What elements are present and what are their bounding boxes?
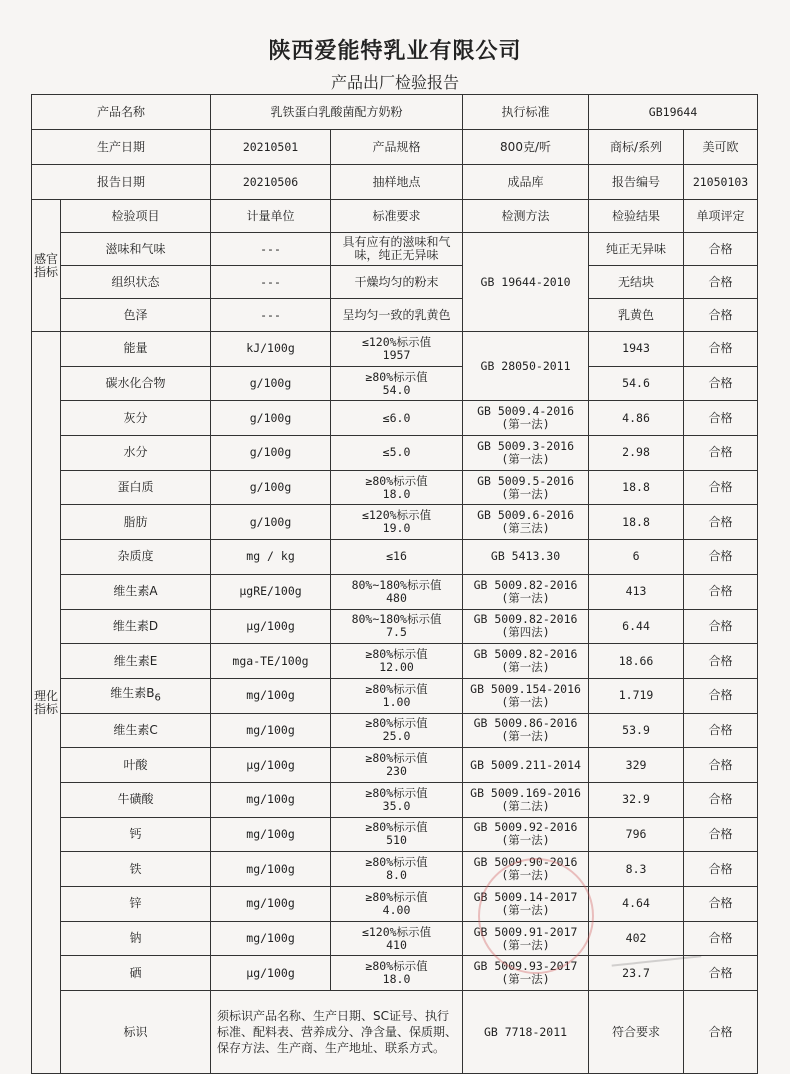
requirement-value: 230 xyxy=(386,764,407,779)
product-name-value: 乳铁蛋白乳酸菌配方奶粉 xyxy=(211,95,463,130)
report-no-value: 21050103 xyxy=(684,165,758,200)
standard-value: GB19644 xyxy=(589,95,758,130)
method-variant: (第一法) xyxy=(501,417,550,432)
method-variant: (第四法) xyxy=(501,625,550,640)
physchem-unit: g/100g xyxy=(211,436,331,471)
physchem-judge: 合格 xyxy=(684,505,758,540)
physchem-row xyxy=(32,887,758,922)
physchem-item xyxy=(61,505,211,540)
physchem-unit: g/100g xyxy=(211,470,331,505)
physchem-requirement xyxy=(331,817,463,852)
physchem-judge: 合格 xyxy=(684,678,758,713)
physchem-row xyxy=(32,540,758,575)
physchem-judge: 合格 xyxy=(684,782,758,817)
physchem-judge: 合格 xyxy=(684,366,758,401)
physchem-judge: 合格 xyxy=(684,574,758,609)
physchem-requirement xyxy=(331,956,463,991)
sensory-result: 无结块 xyxy=(589,266,684,299)
method-code: GB 5009.82-2016 xyxy=(473,612,578,627)
physchem-result: 6 xyxy=(589,540,684,575)
physchem-item-text: 叶酸 xyxy=(123,757,148,772)
spec-label: 产品规格 xyxy=(331,130,463,165)
physchem-method xyxy=(463,887,589,922)
physchem-result: 2.98 xyxy=(589,436,684,471)
physchem-judge: 合格 xyxy=(684,401,758,436)
requirement-line: ≥80%标示值 xyxy=(365,369,428,384)
physchem-unit: g/100g xyxy=(211,401,331,436)
label-judge: 合格 xyxy=(684,991,758,1074)
physchem-result: 23.7 xyxy=(589,956,684,991)
physchem-judge: 合格 xyxy=(684,609,758,644)
physchem-row xyxy=(32,852,758,887)
method-code: GB 5009.93-2017 xyxy=(473,959,578,974)
physchem-result: 796 xyxy=(589,817,684,852)
physchem-requirement xyxy=(331,540,463,575)
sensory-row xyxy=(32,233,758,266)
physchem-result: 4.86 xyxy=(589,401,684,436)
physchem-unit: mg/100g xyxy=(211,678,331,713)
physchem-row xyxy=(32,505,758,540)
info-row-product xyxy=(32,95,758,130)
physchem-item xyxy=(61,887,211,922)
physchem-row xyxy=(32,713,758,748)
physchem-item-text: 蛋白质 xyxy=(117,480,154,495)
physchem-item xyxy=(61,748,211,783)
physchem-unit: mg/100g xyxy=(211,713,331,748)
col-requirement: 标准要求 xyxy=(331,200,463,233)
physchem-item xyxy=(61,470,211,505)
requirement-line: ≥80%标示值 xyxy=(365,647,428,662)
physchem-method xyxy=(463,436,589,471)
physchem-item xyxy=(61,366,211,401)
physchem-judge: 合格 xyxy=(684,887,758,922)
physchem-result: 18.8 xyxy=(589,505,684,540)
spec-value: 800克/听 xyxy=(463,130,589,165)
physchem-judge: 合格 xyxy=(684,748,758,783)
physchem-item-text: 维生素D xyxy=(112,618,159,633)
requirement-line: ≤120%标示值 xyxy=(361,508,432,523)
requirement-line: ≤120%标示值 xyxy=(361,924,432,939)
physchem-row xyxy=(32,782,758,817)
physchem-item-text: 杂质度 xyxy=(117,549,154,564)
physchem-item xyxy=(61,782,211,817)
sensory-requirement: 呈均匀一致的乳黄色 xyxy=(331,299,463,332)
physchem-result: 53.9 xyxy=(589,713,684,748)
label-requirement-text: 须标识产品名称、生产日期、SC证号、执行标准、配料表、营养成分、净含量、保质期、保存方法、生产商、生产地址、联系方式。 xyxy=(211,991,463,1074)
method-code: GB 5009.91-2017 xyxy=(473,924,578,939)
product-name-label: 产品名称 xyxy=(32,95,211,130)
physchem-item-text: 维生素A xyxy=(113,584,158,599)
info-row-production xyxy=(32,130,758,165)
prod-date-label: 生产日期 xyxy=(32,130,211,165)
physchem-item-text: 维生素C xyxy=(113,722,158,737)
physchem-method xyxy=(463,817,589,852)
sensory-item: 色泽 xyxy=(61,299,211,332)
requirement-value: 19.0 xyxy=(382,521,411,536)
method-variant: (第一法) xyxy=(501,833,550,848)
physchem-method xyxy=(463,782,589,817)
physchem-row xyxy=(32,470,758,505)
method-code: GB 5009.86-2016 xyxy=(473,716,578,731)
physchem-judge: 合格 xyxy=(684,921,758,956)
sensory-item: 滋味和气味 xyxy=(61,233,211,266)
physchem-judge: 合格 xyxy=(684,713,758,748)
physchem-section-label: 理化指标 xyxy=(32,332,61,1074)
method-variant: (第一法) xyxy=(501,694,550,709)
requirement-line: ≥80%标示值 xyxy=(365,820,428,835)
physchem-method: GB 28050-2011 xyxy=(463,332,589,401)
requirement-value: 25.0 xyxy=(382,729,411,744)
physchem-item-text: 维生素B xyxy=(110,686,155,701)
brand-value: 美可欧 xyxy=(684,130,758,165)
physchem-requirement xyxy=(331,644,463,679)
method-variant: (第一法) xyxy=(501,729,550,744)
method-variant: (第一法) xyxy=(501,660,550,675)
method-variant: (第一法) xyxy=(501,868,550,883)
method-variant: (第三法) xyxy=(501,521,550,536)
physchem-result: 8.3 xyxy=(589,852,684,887)
physchem-unit: g/100g xyxy=(211,505,331,540)
physchem-method xyxy=(463,505,589,540)
physchem-method xyxy=(463,748,589,783)
physchem-row xyxy=(32,574,758,609)
info-row-report xyxy=(32,165,758,200)
physchem-method xyxy=(463,574,589,609)
physchem-unit: μg/100g xyxy=(211,609,331,644)
physchem-row xyxy=(32,817,758,852)
physchem-item-text: 脂肪 xyxy=(123,514,148,529)
physchem-requirement xyxy=(331,436,463,471)
physchem-unit: μg/100g xyxy=(211,956,331,991)
physchem-unit: kJ/100g xyxy=(211,332,331,367)
requirement-line: ≥80%标示值 xyxy=(365,855,428,870)
physchem-row xyxy=(32,332,758,367)
requirement-value: 510 xyxy=(386,833,407,848)
physchem-item xyxy=(61,401,211,436)
physchem-requirement xyxy=(331,505,463,540)
sensory-result: 乳黄色 xyxy=(589,299,684,332)
requirement-line: ≤6.0 xyxy=(382,410,411,425)
physchem-item-text: 铁 xyxy=(129,861,142,876)
requirement-value: 18.0 xyxy=(382,972,411,987)
physchem-item xyxy=(61,713,211,748)
requirement-line: 80%~180%标示值 xyxy=(351,612,442,627)
physchem-row xyxy=(32,436,758,471)
physchem-result: 402 xyxy=(589,921,684,956)
report-date-label: 报告日期 xyxy=(32,165,211,200)
physchem-row xyxy=(32,609,758,644)
physchem-row xyxy=(32,366,758,401)
physchem-judge: 合格 xyxy=(684,644,758,679)
sensory-requirement: 干燥均匀的粉末 xyxy=(331,266,463,299)
physchem-unit: mg/100g xyxy=(211,817,331,852)
physchem-requirement xyxy=(331,921,463,956)
requirement-value: 4.00 xyxy=(382,902,411,917)
method-variant: (第一法) xyxy=(501,451,550,466)
physchem-requirement xyxy=(331,366,463,401)
col-judge: 单项评定 xyxy=(684,200,758,233)
requirement-value: 480 xyxy=(386,590,407,605)
physchem-unit: mg/100g xyxy=(211,887,331,922)
physchem-requirement xyxy=(331,748,463,783)
physchem-result: 54.6 xyxy=(589,366,684,401)
col-unit: 计量单位 xyxy=(211,200,331,233)
method-code: GB 5009.5-2016 xyxy=(477,473,574,488)
physchem-item-subscript: 6 xyxy=(154,692,161,704)
inspection-report-table xyxy=(31,94,758,1074)
physchem-method xyxy=(463,609,589,644)
col-result: 检验结果 xyxy=(589,200,684,233)
sensory-judge: 合格 xyxy=(684,233,758,266)
physchem-unit: mg/100g xyxy=(211,921,331,956)
requirement-value: 35.0 xyxy=(382,798,411,813)
physchem-method xyxy=(463,644,589,679)
report-title: 产品出厂检验报告 xyxy=(330,73,459,92)
sensory-judge: 合格 xyxy=(684,299,758,332)
method-code: GB 5009.3-2016 xyxy=(477,438,574,453)
physchem-row xyxy=(32,401,758,436)
label-requirement-row xyxy=(32,991,758,1074)
physchem-item-text: 碳水化合物 xyxy=(105,376,166,391)
physchem-item xyxy=(61,921,211,956)
sample-place-label: 抽样地点 xyxy=(331,165,463,200)
physchem-judge: 合格 xyxy=(684,540,758,575)
physchem-requirement xyxy=(331,852,463,887)
physchem-unit: mga-TE/100g xyxy=(211,644,331,679)
method-code: GB 5009.211-2014 xyxy=(470,757,581,772)
physchem-requirement xyxy=(331,713,463,748)
col-item: 检验项目 xyxy=(61,200,211,233)
method-code: GB 5009.169-2016 xyxy=(470,785,581,800)
requirement-line: ≤5.0 xyxy=(382,445,411,460)
sensory-judge: 合格 xyxy=(684,266,758,299)
method-variant: (第一法) xyxy=(501,902,550,917)
company-name: 陕西爱能特乳业有限公司 xyxy=(268,39,522,64)
method-variant: (第一法) xyxy=(501,590,550,605)
physchem-unit: mg / kg xyxy=(211,540,331,575)
requirement-line: ≥80%标示值 xyxy=(365,889,428,904)
sensory-method: GB 19644-2010 xyxy=(463,233,589,332)
method-variant: (第二法) xyxy=(501,798,550,813)
requirement-value: 1957 xyxy=(382,347,411,362)
physchem-judge: 合格 xyxy=(684,852,758,887)
physchem-result: 413 xyxy=(589,574,684,609)
requirement-line: ≥80%标示值 xyxy=(365,681,428,696)
requirement-line: ≥80%标示值 xyxy=(365,473,428,488)
physchem-row xyxy=(32,644,758,679)
physchem-item-text: 钙 xyxy=(129,826,142,841)
requirement-value: 54.0 xyxy=(382,382,411,397)
method-code: GB 5009.4-2016 xyxy=(477,404,574,419)
physchem-unit: μgRE/100g xyxy=(211,574,331,609)
physchem-requirement xyxy=(331,678,463,713)
physchem-judge: 合格 xyxy=(684,817,758,852)
physchem-item xyxy=(61,644,211,679)
sensory-unit: --- xyxy=(211,233,331,266)
sensory-section-label: 感官指标 xyxy=(32,200,61,332)
method-variant: (第一法) xyxy=(501,937,550,952)
requirement-value: 410 xyxy=(386,937,407,952)
physchem-row xyxy=(32,921,758,956)
physchem-item xyxy=(61,817,211,852)
label-method: GB 7718-2011 xyxy=(463,991,589,1074)
sensory-requirement: 具有应有的滋味和气味，纯正无异味 xyxy=(331,233,463,266)
physchem-result: 4.64 xyxy=(589,887,684,922)
physchem-result: 32.9 xyxy=(589,782,684,817)
physchem-requirement xyxy=(331,887,463,922)
sensory-unit: --- xyxy=(211,299,331,332)
physchem-item xyxy=(61,852,211,887)
method-code: GB 5009.154-2016 xyxy=(470,681,581,696)
requirement-line: ≥80%标示值 xyxy=(365,751,428,766)
method-code: GB 5413.30 xyxy=(490,549,561,564)
physchem-method xyxy=(463,921,589,956)
physchem-unit: μg/100g xyxy=(211,748,331,783)
physchem-item-text: 牛磺酸 xyxy=(117,792,154,807)
physchem-result: 6.44 xyxy=(589,609,684,644)
physchem-row xyxy=(32,956,758,991)
physchem-result: 1.719 xyxy=(589,678,684,713)
method-variant: (第一法) xyxy=(501,486,550,501)
physchem-unit: mg/100g xyxy=(211,852,331,887)
physchem-method xyxy=(463,540,589,575)
physchem-row xyxy=(32,678,758,713)
requirement-value: 1.00 xyxy=(382,694,411,709)
physchem-judge: 合格 xyxy=(684,470,758,505)
column-header-row xyxy=(32,200,758,233)
physchem-item xyxy=(61,678,211,713)
requirement-line: ≥80%标示值 xyxy=(365,959,428,974)
col-method: 检测方法 xyxy=(463,200,589,233)
physchem-requirement xyxy=(331,609,463,644)
report-no-label: 报告编号 xyxy=(589,165,684,200)
sensory-item: 组织状态 xyxy=(61,266,211,299)
physchem-requirement xyxy=(331,401,463,436)
physchem-item-text: 能量 xyxy=(123,341,148,356)
physchem-method xyxy=(463,956,589,991)
physchem-item xyxy=(61,609,211,644)
standard-label: 执行标准 xyxy=(463,95,589,130)
sample-place-value: 成品库 xyxy=(463,165,589,200)
report-date-value: 20210506 xyxy=(211,165,331,200)
method-code: GB 5009.92-2016 xyxy=(473,820,578,835)
physchem-result: 329 xyxy=(589,748,684,783)
physchem-item xyxy=(61,574,211,609)
prod-date-value: 20210501 xyxy=(211,130,331,165)
physchem-item xyxy=(61,332,211,367)
physchem-item xyxy=(61,436,211,471)
method-code: GB 5009.90-2016 xyxy=(473,855,578,870)
physchem-result: 18.66 xyxy=(589,644,684,679)
physchem-item-text: 水分 xyxy=(123,445,148,460)
method-code: GB 5009.82-2016 xyxy=(473,577,578,592)
physchem-result: 18.8 xyxy=(589,470,684,505)
requirement-value: 12.00 xyxy=(379,660,414,675)
physchem-judge: 合格 xyxy=(684,436,758,471)
physchem-unit: g/100g xyxy=(211,366,331,401)
physchem-method xyxy=(463,401,589,436)
requirement-line: ≤120%标示值 xyxy=(361,334,432,349)
physchem-item-text: 灰分 xyxy=(123,410,148,425)
sensory-unit: --- xyxy=(211,266,331,299)
physchem-item-text: 维生素E xyxy=(113,653,158,668)
physchem-item-text: 硒 xyxy=(129,965,142,980)
physchem-item xyxy=(61,540,211,575)
physchem-unit: mg/100g xyxy=(211,782,331,817)
requirement-value: 18.0 xyxy=(382,486,411,501)
sensory-row xyxy=(32,299,758,332)
sensory-row xyxy=(32,266,758,299)
method-variant: (第一法) xyxy=(501,972,550,987)
physchem-method xyxy=(463,678,589,713)
label-result: 符合要求 xyxy=(589,991,684,1074)
physchem-method xyxy=(463,852,589,887)
physchem-requirement xyxy=(331,782,463,817)
physchem-method xyxy=(463,470,589,505)
brand-label: 商标/系列 xyxy=(589,130,684,165)
physchem-judge: 合格 xyxy=(684,332,758,367)
requirement-line: ≤16 xyxy=(386,549,407,564)
physchem-item xyxy=(61,956,211,991)
physchem-requirement xyxy=(331,332,463,367)
physchem-result: 1943 xyxy=(589,332,684,367)
requirement-line: 80%~180%标示值 xyxy=(351,577,442,592)
method-code: GB 5009.82-2016 xyxy=(473,647,578,662)
physchem-requirement xyxy=(331,574,463,609)
physchem-judge: 合格 xyxy=(684,956,758,991)
requirement-line: ≥80%标示值 xyxy=(365,785,428,800)
physchem-item-text: 锌 xyxy=(129,896,142,911)
sensory-result: 纯正无异味 xyxy=(589,233,684,266)
physchem-method xyxy=(463,713,589,748)
requirement-value: 7.5 xyxy=(386,625,407,640)
physchem-item-text: 钠 xyxy=(129,931,142,946)
requirement-line: ≥80%标示值 xyxy=(365,716,428,731)
requirement-value: 8.0 xyxy=(386,868,407,883)
physchem-requirement xyxy=(331,470,463,505)
method-code: GB 5009.6-2016 xyxy=(477,508,574,523)
physchem-row xyxy=(32,748,758,783)
method-code: GB 5009.14-2017 xyxy=(473,889,578,904)
label-item: 标识 xyxy=(61,991,211,1074)
